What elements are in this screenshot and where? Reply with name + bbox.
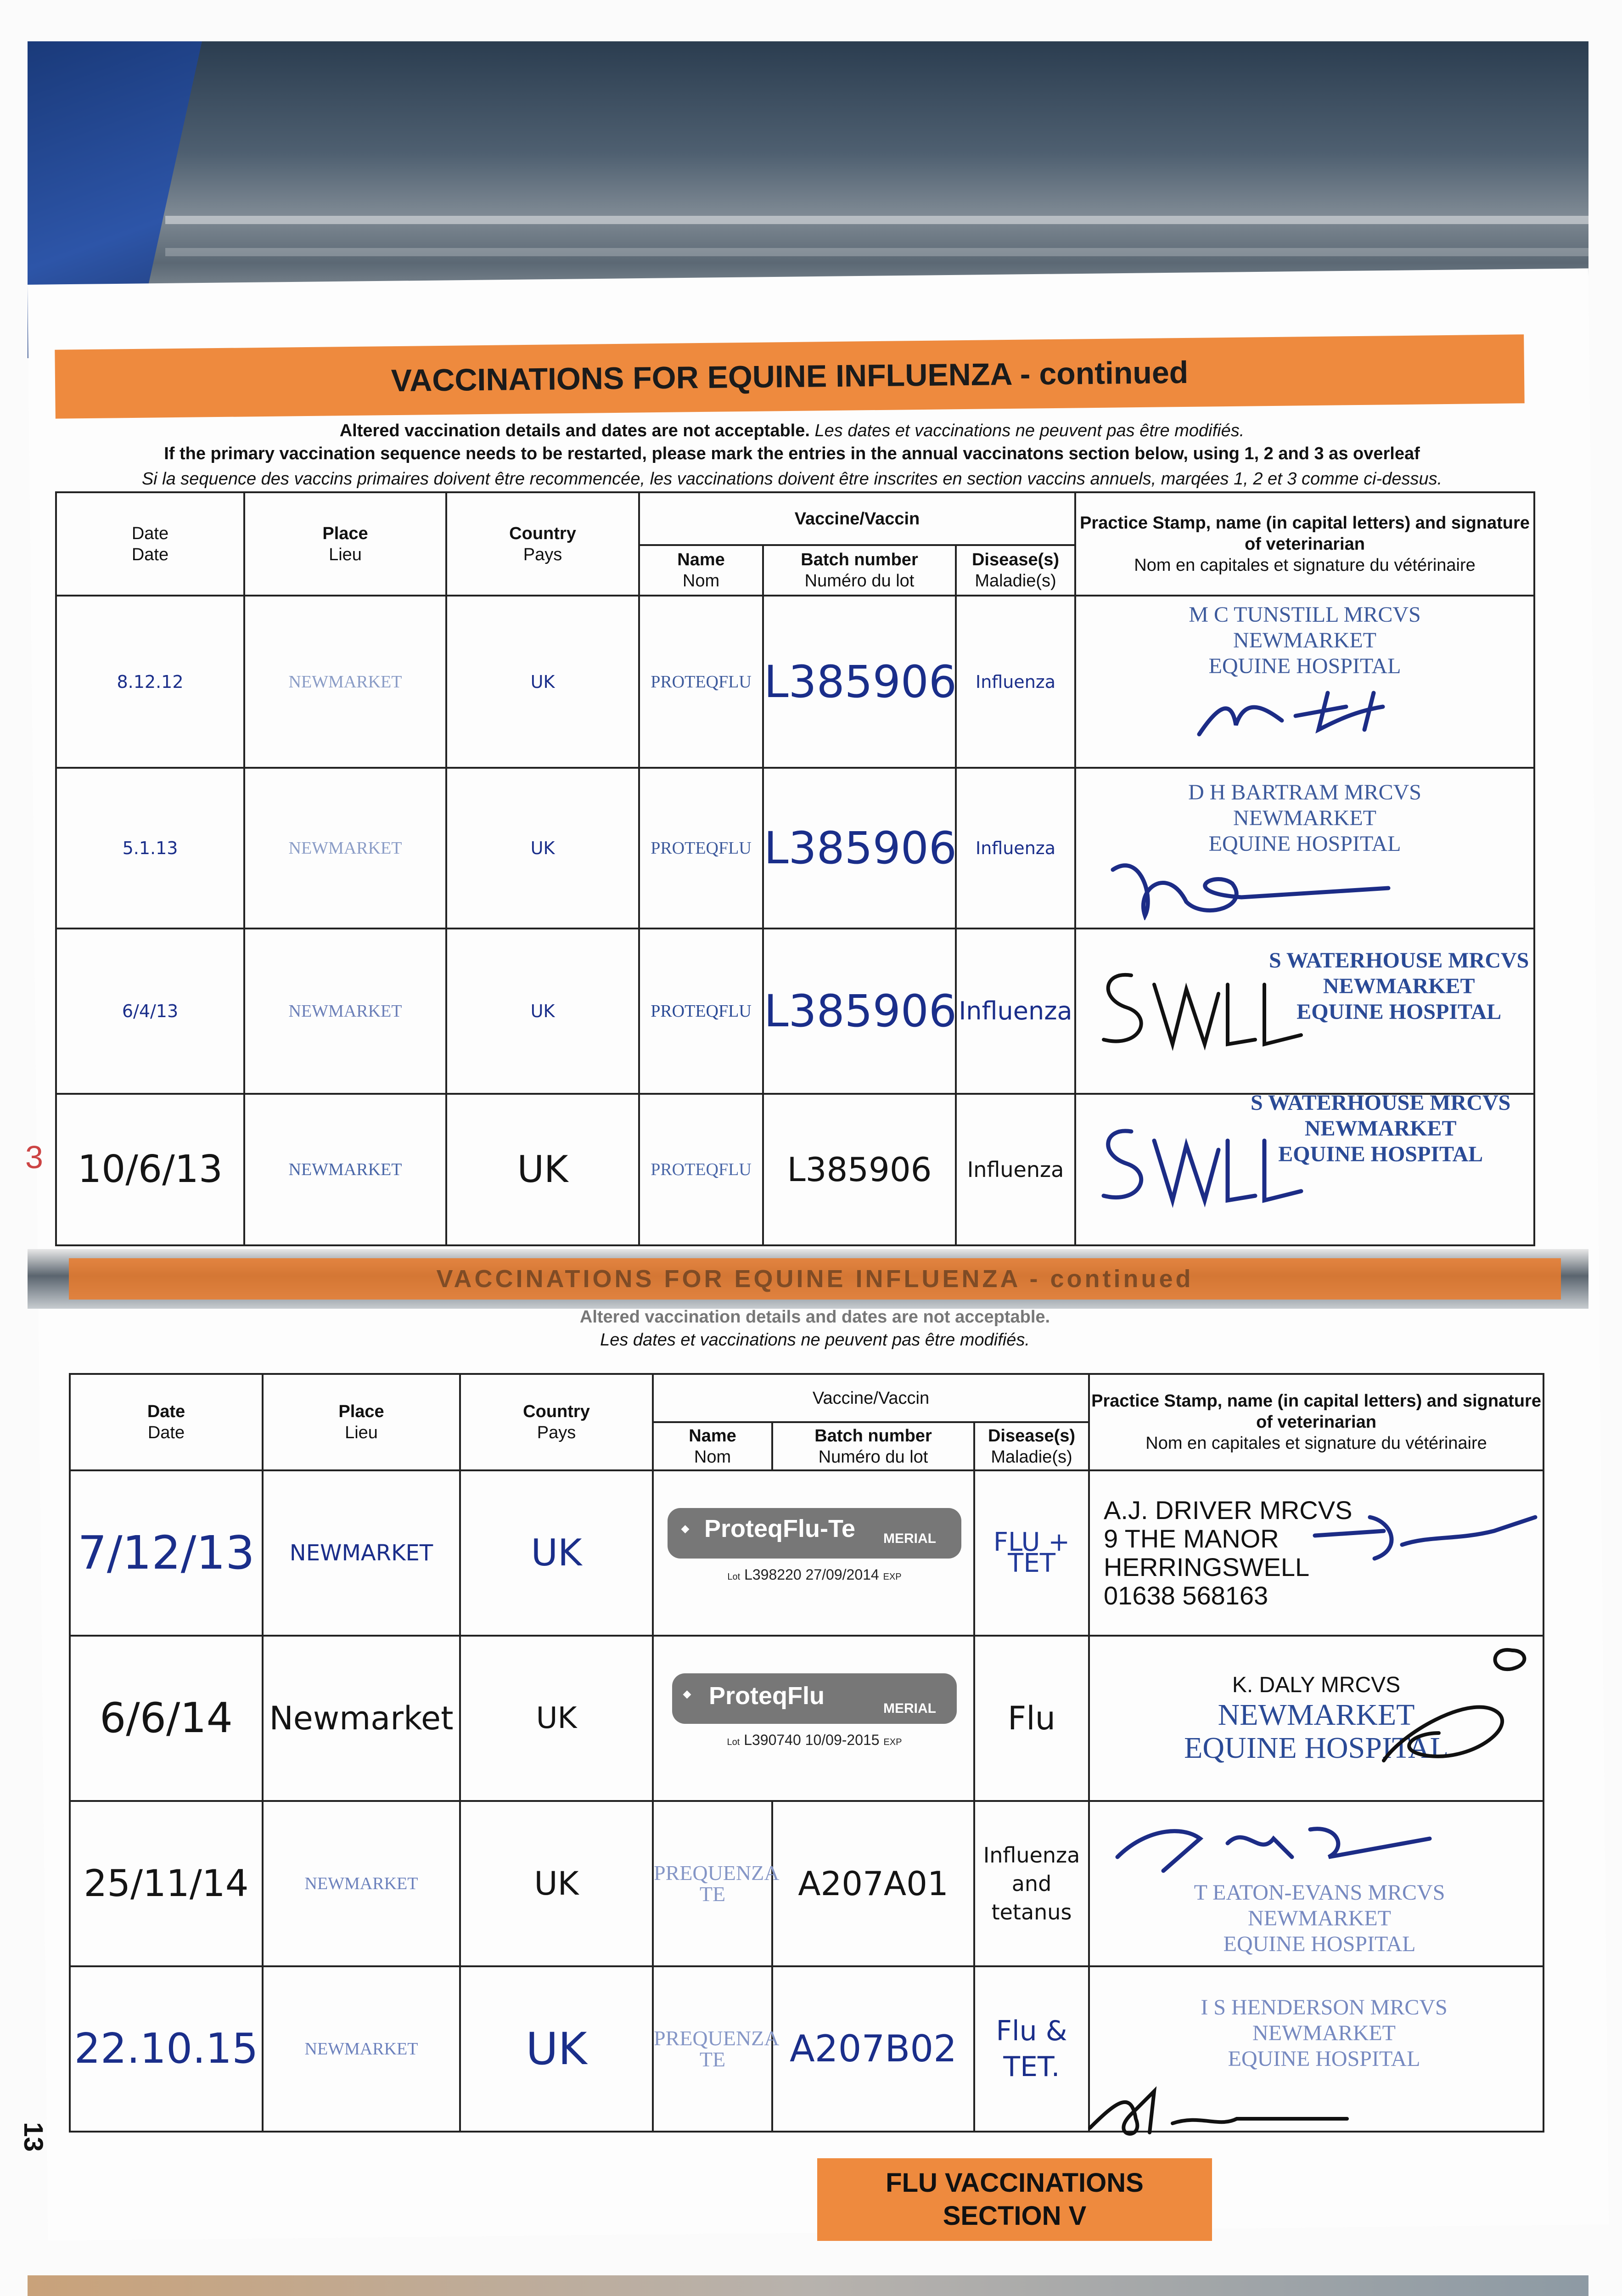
header-disease-fr: Maladie(s)	[991, 1447, 1072, 1467]
disease-cell: Flu	[974, 1636, 1089, 1801]
country-cell: UK	[460, 1801, 653, 1966]
date-cell: 6/6/14	[70, 1636, 263, 1801]
country-cell: UK	[446, 596, 639, 768]
header-date-fr: Date	[131, 545, 169, 564]
section-footer-box	[817, 2158, 1212, 2241]
header-disease-en: Disease(s)	[988, 1426, 1076, 1446]
header-date-fr: Date	[147, 1423, 185, 1442]
country-cell: UK	[460, 1636, 653, 1801]
table-row	[70, 1966, 1543, 2132]
table-row	[56, 768, 1534, 929]
label-exp-tag: EXP	[883, 1572, 902, 1582]
vaccine-name-cell: PROTEQFLU	[639, 929, 763, 1094]
stamp-cell	[1075, 596, 1534, 768]
place-cell: NEWMARKET	[244, 768, 446, 929]
batch-cell: L385906	[763, 929, 956, 1094]
place-cell: NEWMARKET	[263, 1470, 460, 1636]
signature	[1108, 1811, 1448, 1875]
disease-cell: Flu & TET.	[974, 1966, 1089, 2132]
stamp-cell	[1089, 1801, 1543, 1966]
alteration-note	[69, 420, 1515, 441]
country-cell: UK	[446, 768, 639, 929]
vet-line: EQUINE HOSPITAL	[1184, 1731, 1448, 1765]
date-cell: 10/6/13	[56, 1094, 244, 1245]
header-disease	[956, 545, 1075, 596]
header-place-fr: Lieu	[345, 1423, 378, 1442]
header-batch-en: Batch number	[801, 550, 918, 569]
header-place-en: Place	[338, 1402, 384, 1421]
label-arrow-icon: ◆	[683, 1688, 691, 1699]
vet-name: D H BARTRAM MRCVS	[1188, 780, 1421, 805]
vaccine-name-cell: PROTEQFLU	[639, 768, 763, 929]
header-name-fr: Nom	[694, 1447, 731, 1467]
date-cell: 22.10.15	[70, 1966, 263, 2132]
vet-line: NEWMARKET	[1233, 628, 1376, 653]
header-place-fr: Lieu	[329, 545, 362, 564]
country-cell: UK	[446, 929, 639, 1094]
country-cell: UK	[446, 1094, 639, 1245]
label-exp: 10/09-2015	[805, 1732, 880, 1748]
batch-cell: L385906	[763, 1094, 956, 1245]
disease-cell: Influenza	[956, 596, 1075, 768]
header-stamp-en: Practice Stamp, name (in capital letters) and signature of veterinarian	[1080, 513, 1530, 554]
vet-name: M C TUNSTILL MRCVS	[1189, 602, 1421, 627]
header-stamp-fr: Nom en capitales et signature du vétérinaire	[1134, 555, 1476, 575]
vaccine-label-cell	[653, 1636, 974, 1801]
header-country-en: Country	[509, 523, 576, 543]
header-date	[56, 492, 244, 596]
scan-stripe	[165, 248, 1588, 256]
header-batch	[772, 1422, 974, 1470]
date-cell: 7/12/13	[70, 1470, 263, 1636]
restart-note-en: If the primary vaccination sequence needs to be restarted, please mark the entries in the annual vaccinatons section below, using 1, 2 and 3 as overleaf	[164, 444, 1420, 463]
place-cell: NEWMARKET	[263, 1966, 460, 2132]
stamp-cell	[1075, 929, 1534, 1094]
vet-line: 9 THE MANOR	[1104, 1524, 1279, 1553]
vet-line: EQUINE HOSPITAL	[1228, 2047, 1420, 2071]
label-lot-line	[681, 1563, 948, 1586]
scan-stripe	[165, 216, 1588, 224]
product-label	[668, 1508, 961, 1559]
signature	[1190, 679, 1420, 748]
batch-cell: L385906	[763, 768, 956, 929]
vaccination-table-2	[69, 1373, 1544, 2133]
restart-note-fr: Si la sequence des vaccins primaires doivent être recommencée, les vaccinations doivent être inscrites en section vaccins annuels, marqées 1, 2 et 3 comme ci-dessus.	[141, 469, 1442, 489]
header-batch-en: Batch number	[814, 1426, 932, 1446]
place-cell: NEWMARKET	[263, 1801, 460, 1966]
place-cell: NEWMARKET	[244, 1094, 446, 1245]
vet-line: EQUINE HOSPITAL	[1278, 1142, 1483, 1166]
header-date-en: Date	[131, 523, 169, 543]
vet-line: NEWMARKET	[1248, 1906, 1391, 1930]
vet-phone: 01638 568163	[1104, 1581, 1268, 1610]
vet-line: NEWMARKET	[1233, 806, 1376, 830]
vaccination-table-1	[55, 491, 1535, 1246]
header-name-en: Name	[689, 1426, 736, 1446]
vet-line: NEWMARKET	[1218, 1698, 1415, 1732]
header-stamp	[1089, 1374, 1543, 1470]
disease-cell: Influenza	[956, 929, 1075, 1094]
header-stamp-en: Practice Stamp, name (in capital letters) and signature of veterinarian	[1091, 1391, 1541, 1432]
vet-line: EQUINE HOSPITAL	[1223, 1932, 1416, 1956]
country-cell: UK	[460, 1966, 653, 2132]
table-row	[70, 1470, 1543, 1636]
vaccine-label-cell	[653, 1470, 974, 1636]
section-title-banner: VACCINATIONS FOR EQUINE INFLUENZA - continued	[55, 334, 1524, 419]
country-cell: UK	[460, 1470, 653, 1636]
label-brand: MERIAL	[883, 1701, 936, 1716]
date-cell: 6/4/13	[56, 929, 244, 1094]
batch-cell: A207B02	[772, 1966, 974, 2132]
vet-line: NEWMARKET	[1252, 2021, 1396, 2045]
label-product-name: ProteqFlu	[709, 1682, 825, 1710]
stamp-cell	[1089, 1470, 1543, 1636]
page-number: 13	[18, 2122, 48, 2152]
table-row	[56, 929, 1534, 1094]
header-place-en: Place	[322, 523, 368, 543]
note-fr: Les dates et vaccinations ne peuvent pas être modifiés.	[814, 421, 1245, 440]
batch-cell: L385906	[763, 596, 956, 768]
stamp-cell	[1089, 1966, 1543, 2132]
vet-name: S WATERHOUSE MRCVS	[1251, 1091, 1511, 1115]
header-name-fr: Nom	[682, 571, 720, 591]
stamp-cell	[1075, 1091, 1534, 1245]
note-en: Altered vaccination details and dates are not acceptable.	[339, 421, 810, 440]
place-cell: NEWMARKET	[244, 929, 446, 1094]
header-date-en: Date	[147, 1402, 185, 1421]
vaccine-name-cell: PROTEQFLU	[639, 1094, 763, 1245]
signature	[1310, 1499, 1540, 1572]
vaccine-name-cell: PREQUENZA TE	[653, 1801, 772, 1966]
header-stamp-fr: Nom en capitales et signature du vétérinaire	[1145, 1434, 1487, 1453]
label-batch: L398220	[744, 1566, 802, 1583]
label-lot-line	[681, 1728, 948, 1751]
disease-cell: FLU + TET	[974, 1470, 1089, 1636]
signature	[1081, 2073, 1356, 2142]
stamp-cell	[1089, 1636, 1543, 1801]
header-vaccine	[653, 1374, 1089, 1422]
place-cell: Newmarket	[263, 1636, 460, 1801]
stamp-cell	[1075, 768, 1534, 929]
label-lot: Lot	[727, 1572, 741, 1582]
vet-name: A.J. DRIVER MRCVS	[1104, 1496, 1353, 1525]
alteration-note-2-fr: Les dates et vaccinations ne peuvent pas être modifiés.	[600, 1330, 1030, 1350]
header-batch	[763, 545, 956, 596]
signature	[1104, 851, 1425, 920]
header-vaccine-label: Vaccine/Vaccin	[812, 1388, 930, 1408]
header-date	[70, 1374, 263, 1470]
disease-cell: Influenza and tetanus	[974, 1801, 1089, 1966]
vaccine-name-cell: PROTEQFLU	[639, 596, 763, 768]
header-disease	[974, 1422, 1089, 1470]
header-batch-fr: Numéro du lot	[804, 571, 915, 591]
disease-cell: Influenza	[956, 768, 1075, 929]
section-footer-line2: SECTION V	[943, 2201, 1087, 2231]
label-product-name: ProteqFlu-Te	[704, 1515, 855, 1542]
header-vaccine-label: Vaccine/Vaccin	[794, 509, 920, 529]
header-place	[263, 1374, 460, 1470]
header-stamp	[1075, 492, 1534, 596]
table-row	[56, 1094, 1534, 1245]
date-cell: 8.12.12	[56, 596, 244, 768]
header-country-en: Country	[523, 1402, 590, 1421]
header-country-fr: Pays	[523, 545, 562, 564]
header-place	[244, 492, 446, 596]
vaccine-name-cell: PREQUENZA TE	[653, 1966, 772, 2132]
place-cell: NEWMARKET	[244, 596, 446, 768]
header-country	[460, 1374, 653, 1470]
table-row	[70, 1636, 1543, 1801]
batch-cell: A207A01	[772, 1801, 974, 1966]
header-disease-fr: Maladie(s)	[975, 571, 1056, 591]
product-label	[672, 1673, 957, 1724]
vet-name: T EATON-EVANS MRCVS	[1194, 1880, 1445, 1905]
vet-name: I S HENDERSON MRCVS	[1201, 1995, 1448, 2020]
vet-name: S WATERHOUSE MRCVS	[1269, 948, 1529, 973]
header-country	[446, 492, 639, 596]
disease-cell: Influenza	[956, 1094, 1075, 1245]
table-row	[56, 596, 1534, 768]
label-arrow-icon: ◆	[681, 1523, 689, 1534]
label-brand: MERIAL	[883, 1531, 936, 1546]
margin-mark: 3	[25, 1139, 43, 1175]
signature	[1375, 1641, 1540, 1770]
vet-line: EQUINE HOSPITAL	[1208, 832, 1401, 856]
header-disease-en: Disease(s)	[971, 550, 1060, 569]
date-cell: 5.1.13	[56, 768, 244, 929]
label-exp-tag: EXP	[883, 1737, 902, 1747]
header-name-en: Name	[677, 550, 725, 569]
header-name	[639, 545, 763, 596]
alteration-note-2-en: Altered vaccination details and dates are not acceptable.	[579, 1307, 1050, 1327]
date-cell: 25/11/14	[70, 1801, 263, 1966]
header-country-fr: Pays	[537, 1423, 576, 1442]
label-lot: Lot	[727, 1737, 740, 1747]
vet-line: EQUINE HOSPITAL	[1208, 654, 1401, 678]
vet-line: HERRINGSWELL	[1104, 1553, 1310, 1581]
header-name	[653, 1422, 772, 1470]
table-row	[70, 1801, 1543, 1966]
header-vaccine	[639, 492, 1075, 545]
vet-line: NEWMARKET	[1323, 974, 1475, 998]
vet-line: EQUINE HOSPITAL	[1296, 1000, 1502, 1024]
vet-name: K. DALY MRCVS	[1232, 1673, 1401, 1697]
section-title-2: VACCINATIONS FOR EQUINE INFLUENZA - continued	[436, 1265, 1194, 1293]
label-batch: L390740	[744, 1732, 801, 1748]
label-exp: 27/09/2014	[805, 1566, 879, 1583]
header-batch-fr: Numéro du lot	[818, 1447, 928, 1467]
vet-line: NEWMARKET	[1304, 1116, 1457, 1141]
bottom-scan-band	[28, 2275, 1588, 2296]
section-footer-line1: FLU VACCINATIONS	[886, 2168, 1144, 2198]
